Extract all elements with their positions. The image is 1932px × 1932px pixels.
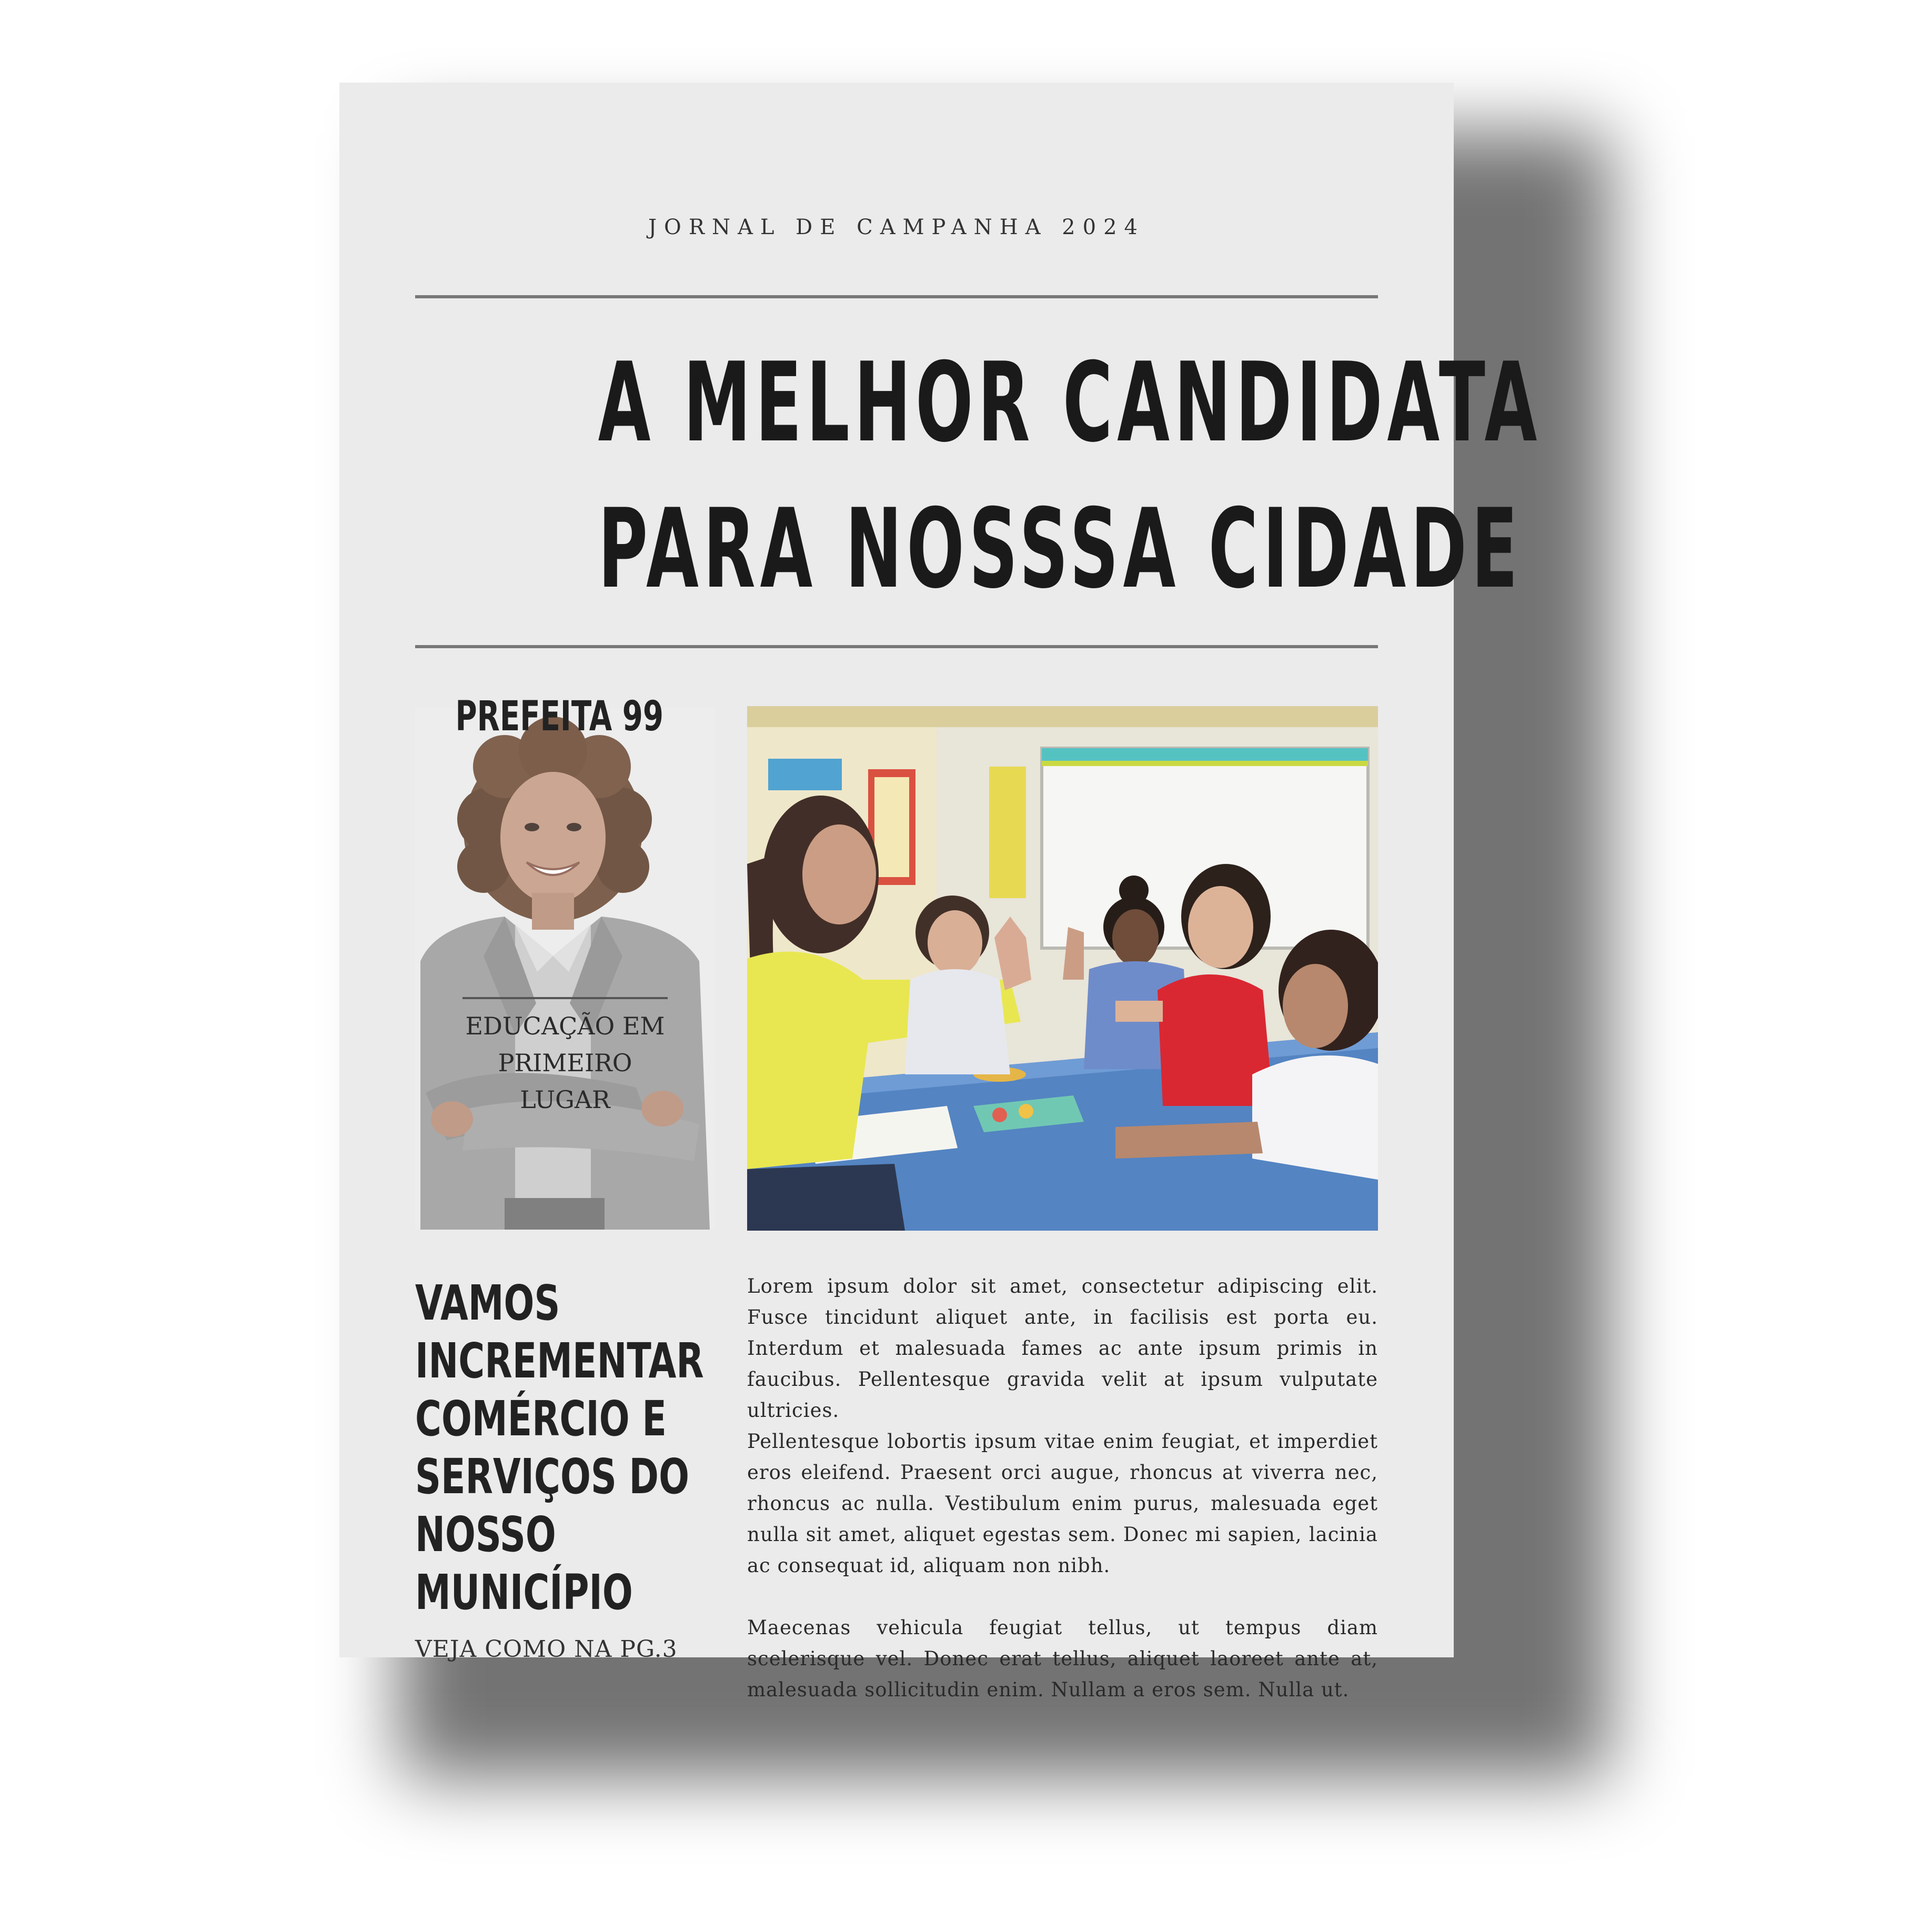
main-headline-line: PARA NOSSSA CIDADE	[598, 486, 1523, 613]
lead-headline-line: MUNICÍPIO	[415, 1564, 633, 1621]
article-paragraph: Pellentesque lobortis ipsum vitae enim feugiat, et imperdiet eros eleifend. Praesent orci augue, rhoncus at viverra nec, rhoncus ac nulla. Vestibulum enim purus, malesuada eget nulla sit amet, aliquet egestas sem. Donec mi sapien, lacinia ac consequat id, aliquam non nibh.	[747, 1430, 1378, 1577]
candidate-slogan-line: PRIMEIRO LUGAR	[498, 1049, 632, 1114]
headline-rule-top	[415, 295, 1378, 298]
headline-rule-bottom	[415, 645, 1378, 648]
lead-story-headline	[415, 1274, 704, 1622]
main-headline	[598, 330, 1542, 622]
article-paragraph: Maecenas vehicula feugiat tellus, ut tempus diam scelerisque vel. Donec erat tellus, aliquet laoreet ante at, malesuada sollicitudin enim. Nullam a eros sem. Nulla ut.	[747, 1616, 1378, 1701]
lead-headline-line: NOSSO	[415, 1506, 556, 1563]
newspaper-page	[339, 83, 1542, 1701]
candidate-tag: PREFEITA 99	[455, 693, 663, 740]
lead-headline-line: COMÉRCIO E	[415, 1391, 667, 1447]
lead-headline-line: SERVIÇOS DO	[415, 1448, 689, 1505]
article-body	[747, 1271, 1378, 1705]
classroom-photo-illustration	[747, 706, 1378, 1231]
candidate-slogan-line: EDUCAÇÃO EM	[465, 1012, 665, 1040]
article-paragraph: Lorem ipsum dolor sit amet, consectetur adipiscing elit. Fusce tincidunt aliquet ante, in facilisis est porta eu. Interdum et malesuada fames ac ante ipsum primis in faucibus. Pellentesque gravida velit at ipsum vulputate ultricies.	[747, 1275, 1378, 1422]
classroom-photo	[747, 706, 1378, 1231]
see-more-link[interactable]: VEJA COMO NA PG.3	[415, 1636, 678, 1663]
candidate-slogan	[462, 997, 668, 1118]
candidate-portrait	[415, 709, 715, 1230]
candidate-portrait-illustration	[415, 709, 715, 1230]
newspaper-kicker: JORNAL DE CAMPANHA 2024	[648, 215, 1145, 239]
lead-headline-line: VAMOS	[415, 1275, 560, 1331]
lead-headline-line: INCREMENTAR	[415, 1333, 704, 1389]
main-headline-line: A MELHOR CANDIDATA	[598, 339, 1542, 467]
